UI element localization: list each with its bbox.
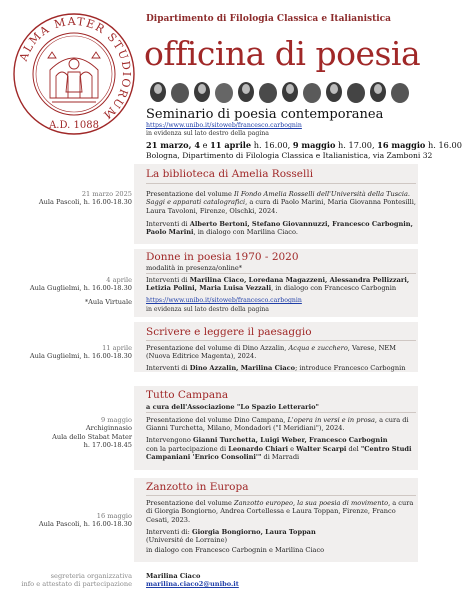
divider <box>146 183 416 184</box>
seal-ring-text: ALMA MATER STUDIORUM <box>16 14 134 123</box>
venue-line: Bologna, Dipartimento di Filologia Classica e Italianistica, via Zamboni 32 <box>146 151 433 160</box>
section-1-body: Presentazione del volume Il Fondo Amelia Rosselli dell'Università della Tuscia. Saggi e apparati catalografici, a cura di Paolo Marini, Maria Giovanna Pontesilli, Laura Tavoloni, Firenze, Olschki, 2024. <box>146 190 416 215</box>
section-2-speakers: Interventi di Marilina Ciaco, Loredana Magazzeni, Alessandra Pellizzari, Letizia Polini, Maria Luisa Vezzali, in dialogo con Francesco Carbognin <box>146 276 410 293</box>
page-title: officina di poesia <box>144 34 421 73</box>
section-5-when: 16 maggio Aula Pascoli, h. 16.00-18.30 <box>38 512 132 529</box>
section-4-title: Tutto Campana <box>146 389 229 401</box>
section-2-link[interactable]: https://www.unibo.it/sitoweb/francesco.carbognin <box>146 297 302 304</box>
seminar-title: Seminario di poesia contemporanea <box>146 107 384 122</box>
contact-name: Marilina Ciaco <box>146 572 201 580</box>
section-4-participation: con la partecipazione di Leonardo Chiari e Walter Scarpi del "Centro Studi Campaniani 'Enrico Consolini'" di Marradi <box>146 445 412 462</box>
section-4-speakers: Intervengono Gianni Turchetta, Luigi Weber, Francesco Carbognin <box>146 436 388 444</box>
section-3-speakers: Interventi di Dino Azzalin, Marilina Ciaco; introduce Francesco Carbognin <box>146 364 406 372</box>
section-5-speakers: Interventi di: Giorgia Bongiorno, Laura Toppan <box>146 528 316 536</box>
footer-contact <box>146 572 239 589</box>
university-seal <box>12 12 136 136</box>
footer-labels: segreteria organizzativa info e attestato di partecipazione <box>21 572 132 589</box>
section-5-dialogue: in dialogo con Francesco Carbognin e Marilina Ciaco <box>146 546 325 554</box>
section-1-when: 21 marzo 2025 Aula Pascoli, h. 16.00-18.30 <box>38 190 132 207</box>
section-5-title: Zanzotto in Europa <box>146 481 249 493</box>
section-4-subtitle: a cura dell'Associazione "Lo Spazio Letterario" <box>146 403 319 411</box>
dates-line: 21 marzo, 4 e 11 aprile h. 16.00, 9 maggio h. 17.00, 16 maggio h. 16.00 <box>146 140 462 150</box>
section-1-speakers: Interventi di Alberto Bertoni, Stefano Giovannuzzi, Francesco Carbognin, Paolo Marini, in dialogo con Marilina Ciaco. <box>146 220 413 237</box>
section-4-body: Presentazione del volume Dino Campana, L'opera in versi e in prosa, a cura di Gianni Turchetta, Milano, Mondadori ("I Meridiani"), 2024. <box>146 416 409 433</box>
contact-email-link[interactable]: marilina.ciaco2@unibo.it <box>146 580 239 589</box>
section-3-title: Scrivere e leggere il paesaggio <box>146 326 312 338</box>
section-1-title: La biblioteca di Amelia Rosselli <box>146 168 314 180</box>
divider <box>146 495 416 496</box>
divider <box>146 412 416 413</box>
department-name: Dipartimento di Filologia Classica e Italianistica <box>146 14 391 24</box>
section-3-body: Presentazione del volume di Dino Azzalin, Acqua e zucchero, Varese, NEM (Nuova Editrice Magenta), 2024. <box>146 344 396 361</box>
header-link[interactable]: https://www.unibo.it/sitoweb/francesco.carbognin <box>146 122 302 129</box>
section-2-link-note: in evidenza sul lato destro della pagina <box>146 306 269 313</box>
section-2-subtitle: modalità in presenza/online* <box>146 264 243 272</box>
seal-year: A.D. 1088 <box>49 120 99 131</box>
poets-portraits-image <box>146 80 414 106</box>
section-5-body: Presentazione del volume Zanzotto europeo, la sua poesia di movimento, a cura di Giorgia Bongiorno, Andrea Cortellessa e Laura Toppan, Firenze, Franco Cesati, 2023. <box>146 499 414 524</box>
section-4-when: 9 maggio Archiginnasio Aula dello Stabat Mater h. 17.00-18.45 <box>52 416 132 450</box>
section-3-when: 11 aprile Aula Guglielmi, h. 16.00-18.30 <box>29 344 132 361</box>
section-2-when: 4 aprile Aula Guglielmi, h. 16.00-18.30 *Aula Virtuale <box>29 276 132 306</box>
header-link-note: in evidenza sul lato destro della pagina <box>146 130 269 137</box>
section-2-title: Donne in poesia 1970 - 2020 <box>146 251 299 263</box>
divider <box>146 340 416 341</box>
section-5-affiliation: (Université de Lorraine) <box>146 536 228 544</box>
divider <box>146 273 416 274</box>
